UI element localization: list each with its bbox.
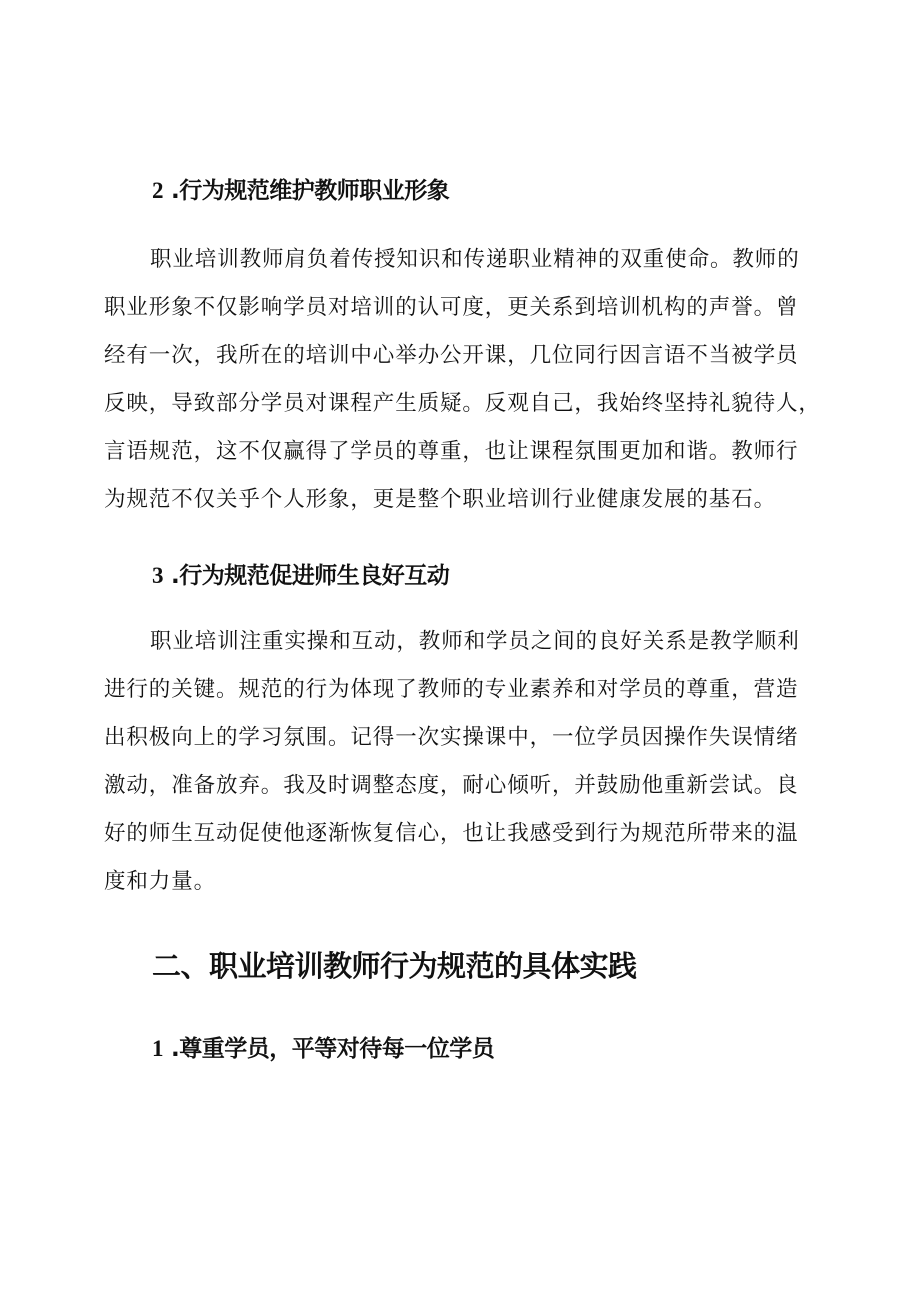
paragraph-line: 反映，导致部分学员对课程产生质疑。反观自己，我始终坚持礼貌待人， [104,391,821,416]
paragraph-line: 职业形象不仅影响学员对培训的认可度，更关系到培训机构的声誉。曾 [104,295,799,320]
paragraph-line: 好的师生互动促使他逐渐恢复信心，也让我感受到行为规范所带来的温 [104,821,799,846]
paragraph-line: 言语规范，这不仅赢得了学员的尊重，也让课程氛围更加和谐。教师行 [104,439,799,464]
section-number: 1 [152,1036,163,1061]
section-heading-3 [152,561,449,591]
section-title: .行为规范促进师生良好互动 [171,563,450,589]
paragraph-line: 为规范不仅关乎个人形象，更是整个职业培训行业健康发展的基石。 [104,487,777,512]
paragraph-line: 出积极向上的学习氛围。记得一次实操课中，一位学员因操作失误情绪 [104,725,799,750]
paragraph-line: 职业培训教师肩负着传授知识和传递职业精神的双重使命。教师的 [150,247,800,272]
paragraph-line: 度和力量。 [104,869,217,894]
paragraph-line: 激动，准备放弃。我及时调整态度，耐心倾听，并鼓励他重新尝试。良 [104,773,799,798]
section-title: .尊重学员，平等对待每一位学员 [171,1036,495,1062]
section-number: 3 [152,563,163,588]
paragraph-line: 经有一次，我所在的培训中心举办公开课，几位同行因言语不当被学员 [104,343,799,368]
section-heading-2 [152,176,449,206]
paragraph-teacher-student-interaction [104,618,824,906]
paragraph-line: 职业培训注重实操和互动，教师和学员之间的良好关系是教学顺利 [150,629,800,654]
paragraph-line: 进行的关键。规范的行为体现了教师的专业素养和对学员的尊重，营造 [104,677,799,702]
section-number: 2 [152,178,163,203]
paragraph-professional-image [104,236,824,524]
chapter-heading: 二、职业培训教师行为规范的具体实践 [152,949,637,983]
section-title: .行为规范维护教师职业形象 [171,178,450,204]
section-heading-1 [152,1034,494,1064]
